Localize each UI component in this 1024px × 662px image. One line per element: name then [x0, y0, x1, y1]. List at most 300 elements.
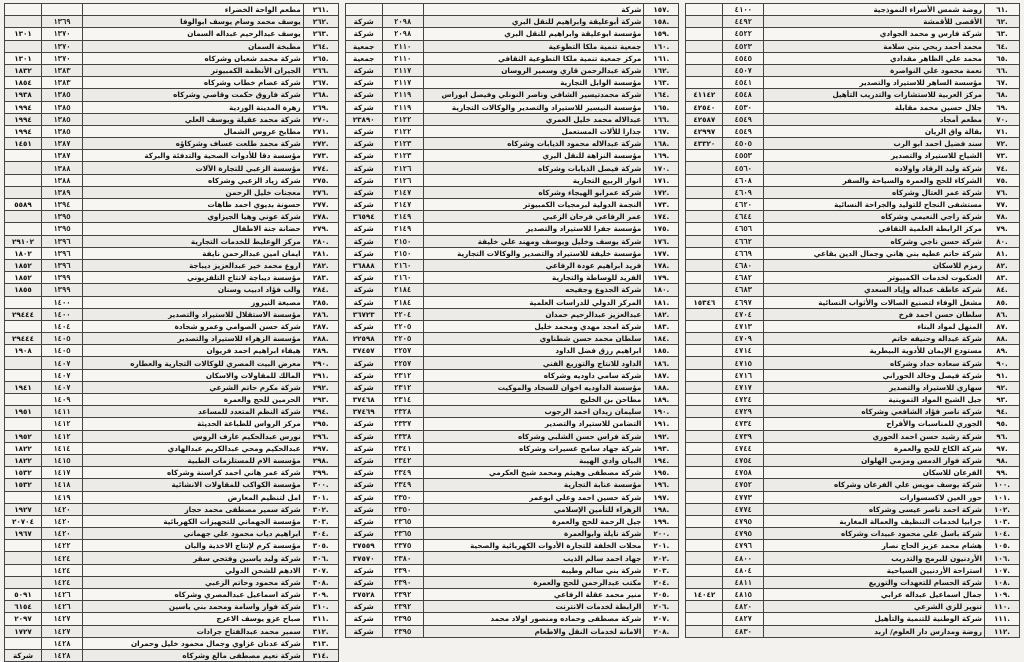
- table-row: [4, 479, 338, 491]
- registration-number: ٢٢٥٧: [382, 345, 423, 357]
- secondary-number: شركة: [345, 272, 382, 284]
- secondary-number: [4, 564, 41, 576]
- table-row: [686, 333, 1020, 345]
- row-number: .٧٦: [985, 186, 1020, 198]
- row-number: .١٩٥: [644, 467, 679, 479]
- registration-number: ١٤٠٥: [41, 333, 82, 345]
- row-number: .١٦١: [644, 52, 679, 64]
- secondary-number: [686, 162, 723, 174]
- entity-name: شركة زياد الزعبي وشركاه: [82, 174, 303, 186]
- table-row: [686, 296, 1020, 308]
- table-row: [686, 442, 1020, 454]
- registration-number: ٤٦٠٨: [723, 174, 764, 186]
- registration-number: ٤٦٦٩: [723, 247, 764, 259]
- secondary-number: [686, 613, 723, 625]
- table-row: [686, 381, 1020, 393]
- entity-name: تنوير للزي الشرعي: [764, 601, 985, 613]
- registration-number: ٤٥٦٠: [723, 162, 764, 174]
- registration-number: ١٤١١: [41, 406, 82, 418]
- table-row: [686, 528, 1020, 540]
- entity-name: جلال حسين محمد مقابلة: [764, 101, 985, 113]
- registration-number: ٢٣٩٢: [382, 589, 423, 601]
- table-row: [4, 4, 338, 16]
- table-row: [4, 454, 338, 466]
- registration-number: ١٣٦٩: [41, 16, 82, 28]
- registration-number: ١٤٠٩: [41, 394, 82, 406]
- secondary-number: ٤٢٩٩٧: [686, 125, 723, 137]
- entity-name: الفريد للوساطة والتجارية: [423, 272, 644, 284]
- secondary-number: ١٤٠٤٢: [686, 589, 723, 601]
- row-number: .٢٦٧: [303, 77, 338, 89]
- entity-name: مؤسسة الساهر للاستيراد والتصدير: [764, 77, 985, 89]
- entity-name: شركة فارس و محمد الجوادي: [764, 28, 985, 40]
- table-row: [345, 430, 679, 442]
- secondary-number: ١٧٢٧: [4, 625, 41, 637]
- registration-number: ٤٨١١: [723, 576, 764, 588]
- entity-name: مؤسسة النزاهة للنقل البري: [423, 150, 644, 162]
- entity-name: مؤسسة ابوعليقة وابراهيم للنقل البري: [423, 28, 644, 40]
- entity-name: النجمة الدولية لبرمجيات الكمبيوتر: [423, 199, 644, 211]
- entity-name: منير محمد عقلة الرفاعي: [423, 589, 644, 601]
- secondary-number: [4, 211, 41, 223]
- secondary-number: [4, 16, 41, 28]
- row-number: .١٠٣: [985, 515, 1020, 527]
- table-row: [4, 637, 338, 649]
- registration-number: ٤٥٢٢: [723, 28, 764, 40]
- registration-number: ٤٨٠٠: [723, 552, 764, 564]
- secondary-number: ١٤٥١: [4, 138, 41, 150]
- registration-number: ١٤٢٦: [41, 589, 82, 601]
- table-row: [686, 138, 1020, 150]
- entity-name: المركز الدولي للدراسات العلمية: [423, 296, 644, 308]
- row-number: .١٩٢: [644, 430, 679, 442]
- registration-number: ١٣٨٧: [41, 138, 82, 150]
- row-number: .٢٠٦: [644, 601, 679, 613]
- table-row: [4, 345, 338, 357]
- registration-number: ٤٧٥٨: [723, 467, 764, 479]
- table-row: [345, 247, 679, 259]
- entity-name: مؤسسة دقا للأدوات الصحية والتدفئة والبركة: [82, 150, 303, 162]
- table-row: [345, 442, 679, 454]
- entity-name: شركة حسين احمد وعلي ابوعمر: [423, 491, 644, 503]
- registration-number: ١٣٩٩: [41, 284, 82, 296]
- registration-number: ٤٧٢٩: [723, 406, 764, 418]
- entity-name: يوسف محمد وسام يوسف ابوالوفا: [82, 16, 303, 28]
- table-row: [686, 16, 1020, 28]
- row-number: .١٦٠: [644, 40, 679, 52]
- row-number: .١٦٥: [644, 101, 679, 113]
- row-number: .١٠٥: [985, 540, 1020, 552]
- registration-number: ٢٠٩٨: [382, 28, 423, 40]
- registration-number: ٤٧٠٤: [723, 308, 764, 320]
- table-row: [4, 28, 338, 40]
- table-row: [345, 125, 679, 137]
- entity-name: ابراهيم رزق فضل الداود: [423, 345, 644, 357]
- secondary-number: شركة: [345, 320, 382, 332]
- table-row: [345, 381, 679, 393]
- row-number: .٦٦: [985, 64, 1020, 76]
- row-number: .١٦٩: [644, 150, 679, 162]
- entity-name: الداود للانتاج والتوزيع الفني: [423, 357, 644, 369]
- secondary-number: شركة: [345, 430, 382, 442]
- secondary-number: ٢٣٨٩٠: [345, 113, 382, 125]
- secondary-number: ١٨٥٢: [4, 259, 41, 271]
- table-row: [686, 613, 1020, 625]
- entity-name: الامانة لخدمات النقل والاطعام: [423, 625, 644, 637]
- entity-name: شركة امجد مهدي ومحمد خليل: [423, 320, 644, 332]
- registration-number: ٤٥٤٩: [723, 125, 764, 137]
- entity-name: الجيران الأنظمة الكمبيوتر: [82, 64, 303, 76]
- row-number: .٢٦٥: [303, 52, 338, 64]
- entity-name: مستشفى النجاح للتوليد والجراحة النسائية: [764, 199, 985, 211]
- table-row: [345, 28, 679, 40]
- row-number: .١٧٥: [644, 223, 679, 235]
- entity-name: ايمان امين عبدالرحمن نايفة: [82, 247, 303, 259]
- table-row: [345, 479, 679, 491]
- row-number: .٦٢: [985, 16, 1020, 28]
- registration-number: ٢١١٧: [382, 64, 423, 76]
- secondary-number: شركة: [345, 174, 382, 186]
- row-number: .١٩٠: [644, 406, 679, 418]
- entity-name: شركة الوطنية للتنمية والتأهيل: [764, 613, 985, 625]
- registration-number: ٤٦٥٦: [723, 223, 764, 235]
- row-number: .١٨١: [644, 296, 679, 308]
- entity-name: شركة عاطف عبداله وإياد السعدي: [764, 284, 985, 296]
- entity-name: جمعية تنمية ملكا التطوعية: [423, 40, 644, 52]
- registration-number: ٤٧٩٦: [723, 540, 764, 552]
- row-number: .١٩٦: [644, 479, 679, 491]
- registration-number: ٤٧٥٤: [723, 454, 764, 466]
- row-number: .٢٠٥: [644, 589, 679, 601]
- row-number: .٩٤: [985, 406, 1020, 418]
- table-row: [686, 394, 1020, 406]
- entity-name: شركة عبدالاله محمود الذيابات وشركاه: [423, 138, 644, 150]
- registration-number: ١٤٢٠: [41, 503, 82, 515]
- table-row: [686, 235, 1020, 247]
- entity-name: شركة الجذوع وجفيحه: [423, 284, 644, 296]
- registration-number: ١٤٢٦: [41, 601, 82, 613]
- entity-name: محمد أحمد ربحي بني سلامة: [764, 40, 985, 52]
- entity-name: جهاد احمد سالم الذيب: [423, 552, 644, 564]
- secondary-number: [686, 479, 723, 491]
- secondary-number: [686, 40, 723, 52]
- table-row: [4, 211, 338, 223]
- row-number: .٣٠٦: [303, 552, 338, 564]
- entity-name: شركة النظم المتعدد للمساعد: [82, 406, 303, 418]
- entity-name: شركة الحسام للتعهدات والتوزيع: [764, 576, 985, 588]
- table-row: [345, 64, 679, 76]
- secondary-number: [686, 16, 723, 28]
- secondary-number: [4, 186, 41, 198]
- row-number: .٦٩: [985, 101, 1020, 113]
- secondary-number: شركة: [345, 77, 382, 89]
- row-number: .١٨٠: [644, 284, 679, 296]
- secondary-number: شركة: [345, 369, 382, 381]
- entity-name: جذارا للألات المستعمل: [423, 125, 644, 137]
- row-number: .١٧٧: [644, 247, 679, 259]
- registration-number: ١٤٢٧: [41, 625, 82, 637]
- registration-number: ١٤٢٧: [41, 613, 82, 625]
- registration-number: ٢١٥٠: [382, 247, 423, 259]
- entity-name: المنهل لمواد البناء: [764, 320, 985, 332]
- registration-number: ٤٧٧٤: [723, 503, 764, 515]
- entity-name: شركة فيصل وخالد الحوراني: [764, 369, 985, 381]
- secondary-number: شركة: [345, 284, 382, 296]
- entity-name: الحرمين للحج والعمرة: [82, 394, 303, 406]
- table-row: [686, 52, 1020, 64]
- row-number: .٩٣: [985, 394, 1020, 406]
- registration-number: ٢١٨٤: [382, 296, 423, 308]
- registration-number: ١٤١٤: [41, 442, 82, 454]
- row-number: .٢٠٧: [644, 613, 679, 625]
- entity-name: حور العين لاكسسوارات: [764, 491, 985, 503]
- row-number: .٨٥: [985, 296, 1020, 308]
- registration-number: ١٤٠٥: [41, 345, 82, 357]
- registration-number: ٤٦٨٠: [723, 259, 764, 271]
- table-row: [4, 113, 338, 125]
- registration-number: ١٤٢٠: [41, 528, 82, 540]
- entity-name: مستودع الإيمان للأدوية البيطرية: [764, 345, 985, 357]
- secondary-number: شركة: [345, 601, 382, 613]
- table-row: [345, 369, 679, 381]
- table-row: [686, 552, 1020, 564]
- secondary-number: شركة: [345, 101, 382, 113]
- entity-name: امل لتنظيم المعارض: [82, 491, 303, 503]
- registration-number: ٤٧٤٤: [723, 442, 764, 454]
- registration-number: ٤٨٢٧: [723, 613, 764, 625]
- table-row: [345, 528, 679, 540]
- row-number: .١٨٥: [644, 345, 679, 357]
- secondary-number: [686, 503, 723, 515]
- registration-number: ٢١٥٠: [382, 235, 423, 247]
- table-row: [4, 406, 338, 418]
- table-row: [345, 4, 679, 16]
- entity-name: الشياح للاستيراد والتصدير: [764, 150, 985, 162]
- table-row: [686, 174, 1020, 186]
- table-row: [686, 479, 1020, 491]
- table-row: [4, 418, 338, 430]
- registration-number: ١٣٨٣: [41, 77, 82, 89]
- entity-name: مؤسسة الداوديه اخوان للسجاد والموكيت: [423, 381, 644, 393]
- table-row: [686, 406, 1020, 418]
- secondary-number: [4, 394, 41, 406]
- registration-number: ٢١٢٣: [382, 138, 423, 150]
- table-row: [686, 430, 1020, 442]
- entity-name: سلطان محمد حسن شطناوي: [423, 333, 644, 345]
- registration-number: ٤٨٣٠: [723, 625, 764, 637]
- registration-number: ٤٧٥٢: [723, 479, 764, 491]
- entity-name: معرض البيت المصري للوكالات التجارية والعطاره: [82, 357, 303, 369]
- table-row: [345, 320, 679, 332]
- entity-name: بقالة واق الريان: [764, 125, 985, 137]
- table-row: [686, 64, 1020, 76]
- registration-number: ٤٧٩٥: [723, 515, 764, 527]
- entity-name: انوار الربيع التجارية: [423, 174, 644, 186]
- row-number: .٢٦٩: [303, 101, 338, 113]
- table-row: [686, 40, 1020, 52]
- secondary-number: ١٩٩٤: [4, 101, 41, 113]
- registration-number: ١٤٢٤: [41, 552, 82, 564]
- secondary-number: [4, 223, 41, 235]
- entity-name: سلطان حسن احمد فرخ: [764, 308, 985, 320]
- row-number: .١٧٦: [644, 235, 679, 247]
- table-row: [4, 333, 338, 345]
- secondary-number: ١٨٠٢: [4, 247, 41, 259]
- secondary-number: [4, 357, 41, 369]
- row-number: .٩١: [985, 369, 1020, 381]
- registration-number: ٤٦٩٧: [723, 296, 764, 308]
- entity-name: شركة حاتم عطيه بني هاني وجمال الدين بقاعي: [764, 247, 985, 259]
- registration-number: ٢٢٥٧: [382, 357, 423, 369]
- secondary-number: ٤١١٤٢: [686, 89, 723, 101]
- row-number: .١٩١: [644, 418, 679, 430]
- registration-number: ١٣٨٥: [41, 125, 82, 137]
- secondary-number: [686, 333, 723, 345]
- registration-number: ٤٧١٧: [723, 381, 764, 393]
- registration-number: ٢٣٤١: [382, 442, 423, 454]
- row-number: .١٥٩: [644, 28, 679, 40]
- registration-number: ٢١٤٩: [382, 223, 423, 235]
- registration-number: ٤١٠٠: [723, 4, 764, 16]
- secondary-number: ١٣٠١: [4, 52, 41, 64]
- table-row: [345, 174, 679, 186]
- registration-number: ٤٧١٣: [723, 320, 764, 332]
- registration-number: ٤٨١٥: [723, 589, 764, 601]
- entity-name: اروع محمد خير عبدالعزيز ديباجة: [82, 259, 303, 271]
- entity-name: زمزم للاسكان: [764, 259, 985, 271]
- table-row: [345, 540, 679, 552]
- secondary-number: [686, 394, 723, 406]
- table-row: [686, 515, 1020, 527]
- table-row: [345, 186, 679, 198]
- secondary-number: [4, 150, 41, 162]
- secondary-number: [686, 174, 723, 186]
- registration-number: ٢٣١٤: [382, 394, 423, 406]
- entity-name: شركة فواز الدمس ومزمي الهلوان: [764, 454, 985, 466]
- entity-name: الزهراء للتأمين الإسلامي: [423, 503, 644, 515]
- row-number: .١٠٦: [985, 552, 1020, 564]
- table-row: [4, 515, 338, 527]
- table-row: [686, 345, 1020, 357]
- table-row: [4, 552, 338, 564]
- registration-number: ٤٥٤١: [723, 77, 764, 89]
- row-number: .٢٧١: [303, 125, 338, 137]
- registration-number: ١٣٨٥: [41, 89, 82, 101]
- row-number: .١٧٩: [644, 272, 679, 284]
- secondary-number: ٣٧٤٦٨: [345, 394, 382, 406]
- table-row: [4, 199, 338, 211]
- row-number: .٢٦٨: [303, 89, 338, 101]
- row-number: .١٠٤: [985, 528, 1020, 540]
- table-row: [345, 284, 679, 296]
- entity-name: ابراهيم دياب محمود علي جهماني: [82, 528, 303, 540]
- table-row: [4, 272, 338, 284]
- registration-number: [41, 4, 82, 16]
- row-number: .١٦٢: [644, 64, 679, 76]
- row-number: .٩٥: [985, 418, 1020, 430]
- entity-name: شركة مكرم حاتم الشرعي: [82, 381, 303, 393]
- secondary-number: [4, 540, 41, 552]
- secondary-number: [4, 552, 41, 564]
- row-number: .٢٧٧: [303, 199, 338, 211]
- entity-name: حضانة جنة الاطفال: [82, 223, 303, 235]
- entity-name: جرابيا لخدمات التنظيف والعمالة المغاربة: [764, 515, 985, 527]
- secondary-number: [4, 296, 41, 308]
- table-row: [4, 430, 338, 442]
- table-row: [4, 174, 338, 186]
- registration-number: ٢٣٩٢: [382, 601, 423, 613]
- table-row: [4, 589, 338, 601]
- table-row: [686, 564, 1020, 576]
- row-number: .١٩٤: [644, 454, 679, 466]
- secondary-number: [4, 40, 41, 52]
- row-number: .١٧٣: [644, 199, 679, 211]
- secondary-number: شركة: [345, 357, 382, 369]
- secondary-number: [4, 576, 41, 588]
- secondary-number: ٦١٥٤: [4, 601, 41, 613]
- row-number: .٨٨: [985, 333, 1020, 345]
- entity-name: شركة الكاخ للحج والعمرة: [764, 442, 985, 454]
- row-number: .٣٠٥: [303, 540, 338, 552]
- secondary-number: شركة: [345, 418, 382, 430]
- table-row: [345, 138, 679, 150]
- secondary-number: ١٩٢٧: [4, 503, 41, 515]
- secondary-number: شركة: [345, 89, 382, 101]
- row-number: .٧٣: [985, 150, 1020, 162]
- registration-number: ١٤٠٠: [41, 296, 82, 308]
- secondary-number: ٥٥٨٩: [4, 199, 41, 211]
- entity-name: الرابطة لخدمات الانترنت: [423, 601, 644, 613]
- row-number: .١٧٤: [644, 211, 679, 223]
- row-number: .٢٩٨: [303, 454, 338, 466]
- secondary-number: شركة: [345, 186, 382, 198]
- registration-number: ٢٣٤٢: [382, 454, 423, 466]
- secondary-number: [686, 77, 723, 89]
- row-number: .٣١١: [303, 613, 338, 625]
- row-number: .٧٢: [985, 138, 1020, 150]
- registration-number: ٢٢٠٥: [382, 333, 423, 345]
- entity-name: شركة محمدتيسير الشافي وناصر النونلي وفيصل ابوراس: [423, 89, 644, 101]
- row-number: .٢٠٢: [644, 552, 679, 564]
- secondary-number: ٣٦٧٢٣: [345, 308, 382, 320]
- secondary-number: ٢٩١٠٢: [4, 235, 41, 247]
- secondary-number: ١٥٣٢: [4, 479, 41, 491]
- table-row: [4, 503, 338, 515]
- registration-number: ٢٣٩٥: [382, 625, 423, 637]
- registration-number: ٤٥٠٧: [723, 64, 764, 76]
- row-number: .٢٠٠: [644, 528, 679, 540]
- entity-name: مؤسسة خليفة للاستيراد والتصدير والوكالات التجارية: [423, 247, 644, 259]
- secondary-number: شركة: [345, 613, 382, 625]
- secondary-number: [4, 174, 41, 186]
- entity-name: الأقصى للأقمشة: [764, 16, 985, 28]
- entity-name: روضة ومدارس دار العلوم/ اربد: [764, 625, 985, 637]
- table-row: [4, 649, 338, 661]
- row-number: .٢٦٢: [303, 16, 338, 28]
- entity-name: شركة احمد ناصر عيسى وشركاه: [764, 503, 985, 515]
- table-row: [345, 613, 679, 625]
- entity-name: التضامن للاستيراد والتصدير: [423, 418, 644, 430]
- table-row: [345, 589, 679, 601]
- secondary-number: [686, 406, 723, 418]
- secondary-number: شركة: [345, 138, 382, 150]
- registration-number: ٤٨٠٤: [723, 564, 764, 576]
- secondary-number: ١٥٣٢: [4, 467, 41, 479]
- secondary-number: شركة: [345, 503, 382, 515]
- secondary-number: [686, 211, 723, 223]
- table-row: [345, 552, 679, 564]
- entity-name: محلات الخلفة للتجارة الأدوات الكهربائية والصحية: [423, 540, 644, 552]
